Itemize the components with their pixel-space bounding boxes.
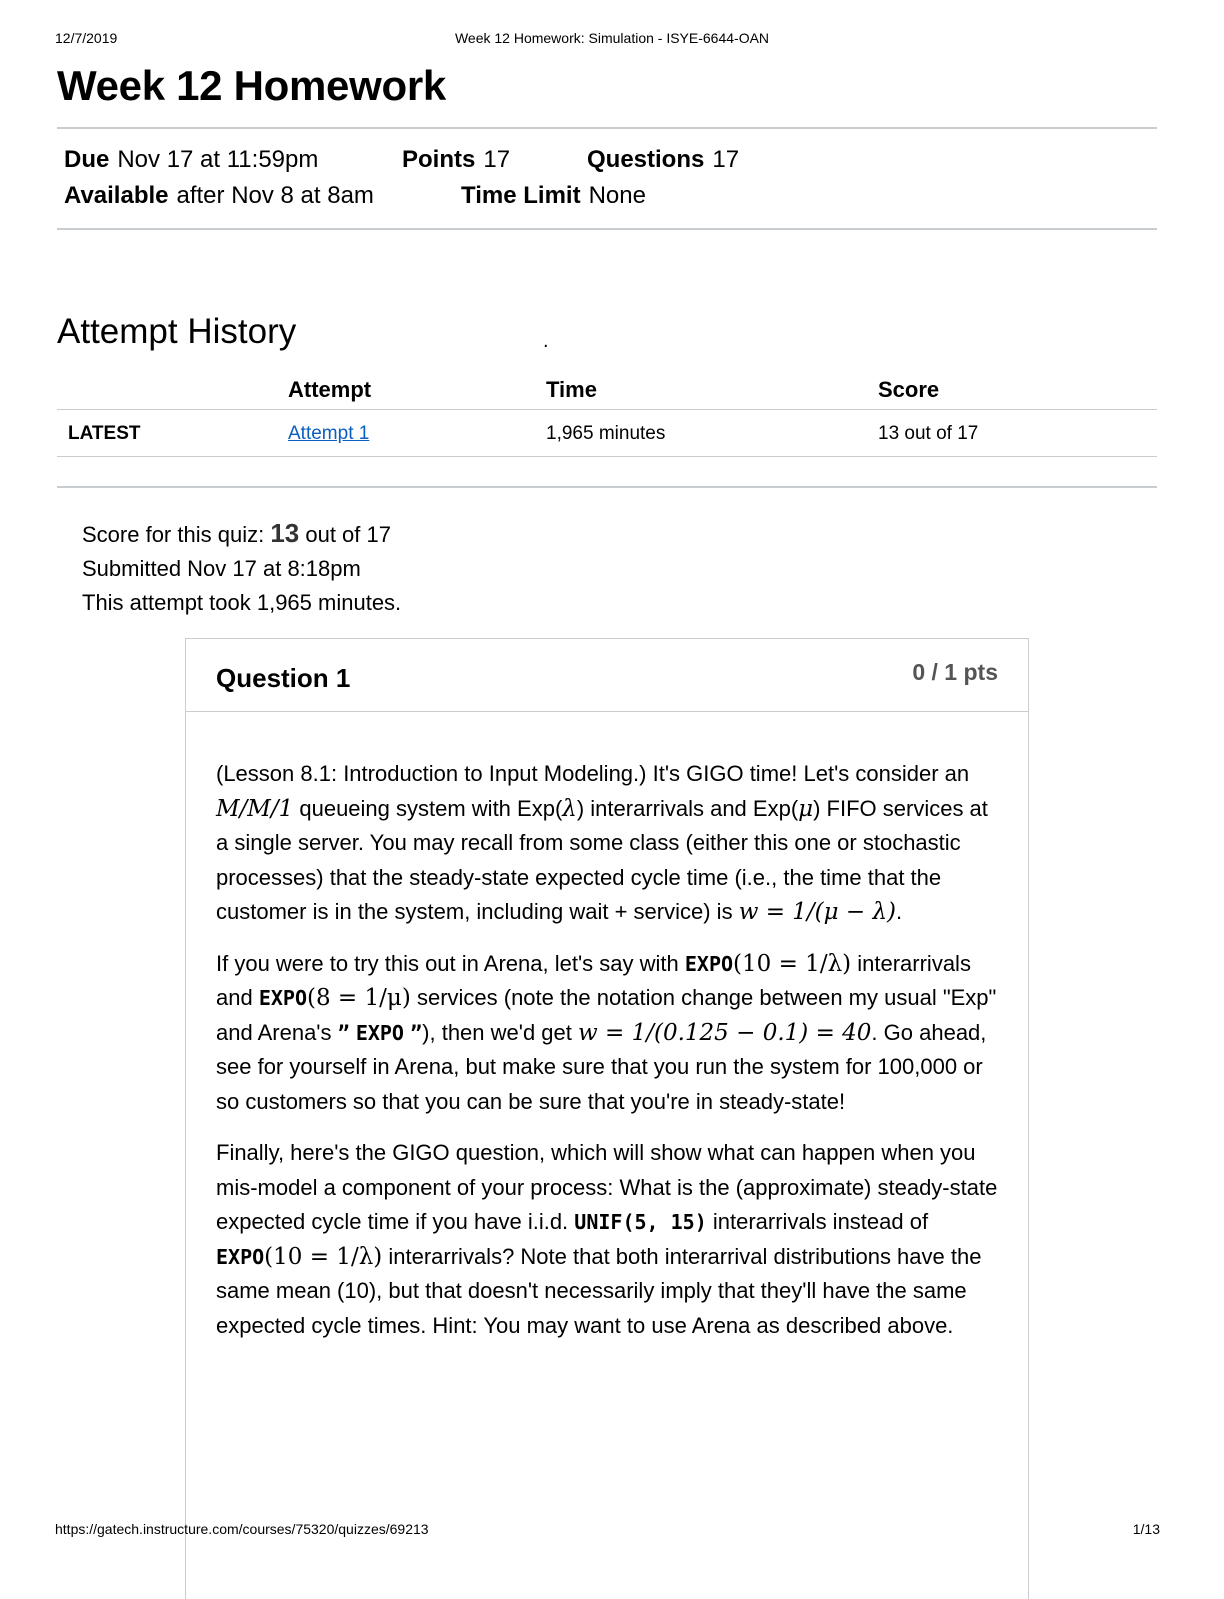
math-lambda: λ: [562, 795, 577, 822]
math-mm1: M/M/1: [216, 795, 294, 822]
divider: [57, 127, 1157, 129]
print-url: https://gatech.instructure.com/courses/75320/quizzes/69213: [55, 1521, 429, 1537]
page-number: 1/13: [1132, 1521, 1160, 1537]
time-limit-value: None: [588, 182, 646, 209]
question-paragraph: (Lesson 8.1: Introduction to Input Modeling.) It's GIGO time! Let's consider an M/M/1 queueing system with Exp(λ) interarrivals and Exp(μ) FIFO services at a single server. You may recall from some class (either this one or stochastic processes) that the steady-state expected cycle time (i.e., the time that the customer is in the system, including wait + service) is w = 1/(μ − λ).: [216, 761, 988, 925]
score-prefix: Score for this quiz:: [82, 522, 265, 547]
print-date: 12/7/2019: [55, 30, 118, 46]
availability: [64, 182, 374, 210]
question-paragraph: If you were to try this out in Arena, let's say with EXPO(10 = 1/λ) interarrivals and EXPO(8 = 1/μ) services (note the notation change between my usual "Exp" and Arena's ” EXPO ”), then we'd get w = 1/(0.125 − 0.1) = 40. Go ahead, see for yourself in Arena, but make sure that you run the system for 100,000 or so customers so that you can be sure that you're in steady-state!: [216, 950, 997, 1114]
divider: [57, 228, 1157, 230]
code-unif: UNIF(5, 15): [574, 1210, 707, 1234]
math-mu: μ: [798, 795, 814, 822]
points-label: Points: [402, 146, 476, 173]
code-expo: EXPO: [216, 1244, 265, 1269]
time-limit-label: Time Limit: [461, 182, 581, 209]
table-header-divider: [57, 409, 1157, 410]
question-header: [186, 639, 1028, 712]
column-header-attempt: Attempt: [288, 377, 372, 402]
math-expo-arg: (8 = 1/μ): [307, 985, 411, 1011]
attempt-time: 1,965 minutes: [546, 423, 666, 444]
question-points: 0 / 1 pts: [912, 659, 998, 685]
divider: [57, 486, 1157, 488]
page-title: Week 12 Homework: [57, 62, 446, 109]
questions-label: Questions: [587, 146, 705, 173]
print-document-title: Week 12 Homework: Simulation - ISYE-6644-OAN: [454, 30, 770, 46]
due-label: Due: [64, 146, 110, 173]
score-value: 13: [270, 518, 300, 548]
due-value: Nov 17 at 11:59pm: [117, 146, 319, 173]
math-cycle-time-result: w = 1/(0.125 − 0.1) = 40: [578, 1019, 872, 1046]
questions-count: [587, 146, 739, 174]
code-expo: EXPO: [258, 986, 308, 1010]
submitted-time: Submitted Nov 17 at 8:18pm: [82, 556, 361, 581]
table-row-divider: [57, 456, 1157, 457]
question-body: [216, 757, 1006, 1360]
math-expo-arg: (10 = 1/λ): [733, 950, 852, 977]
question-title: Question 1: [216, 663, 351, 693]
question-card: [185, 638, 1029, 1599]
question-paragraph: Finally, here's the GIGO question, which will show what can happen when you mis-model a component of your process: What is the (approximate) steady-state expected cycle time if you have i.i.d. UNIF(5, 15) interarrivals instead of EXPO(10 = 1/λ) interarrivals? Note that both interarrival distributions have the same mean (10), but that doesn't necessarily imply that they'll have the same expected cycle times. Hint: You may want to use Arena as described above.: [216, 1140, 998, 1338]
math-cycle-time-formula: w = 1/(μ − λ): [738, 899, 897, 925]
due-date: [64, 146, 318, 174]
attempt-1-link[interactable]: Attempt 1: [288, 423, 370, 444]
column-header-score: Score: [878, 377, 940, 402]
available-value: after Nov 8 at 8am: [176, 182, 374, 209]
column-header-time: Time: [546, 377, 597, 402]
attempt-duration: This attempt took 1,965 minutes.: [82, 590, 402, 615]
math-expo-arg: (10 = 1/λ): [264, 1243, 383, 1270]
latest-badge: LATEST: [68, 423, 141, 444]
points-value: 17: [483, 146, 511, 173]
score-suffix: out of 17: [305, 522, 391, 547]
code-expo: EXPO: [355, 1020, 404, 1045]
attempt-score: 13 out of 17: [878, 423, 979, 444]
code-expo: EXPO: [684, 951, 734, 976]
time-limit: [461, 182, 646, 210]
stray-dot: .: [543, 330, 549, 352]
available-label: Available: [64, 182, 169, 209]
points: [402, 146, 510, 174]
attempt-history-title: Attempt History: [57, 312, 297, 351]
quiz-score: [82, 518, 391, 549]
questions-value: 17: [712, 146, 740, 173]
